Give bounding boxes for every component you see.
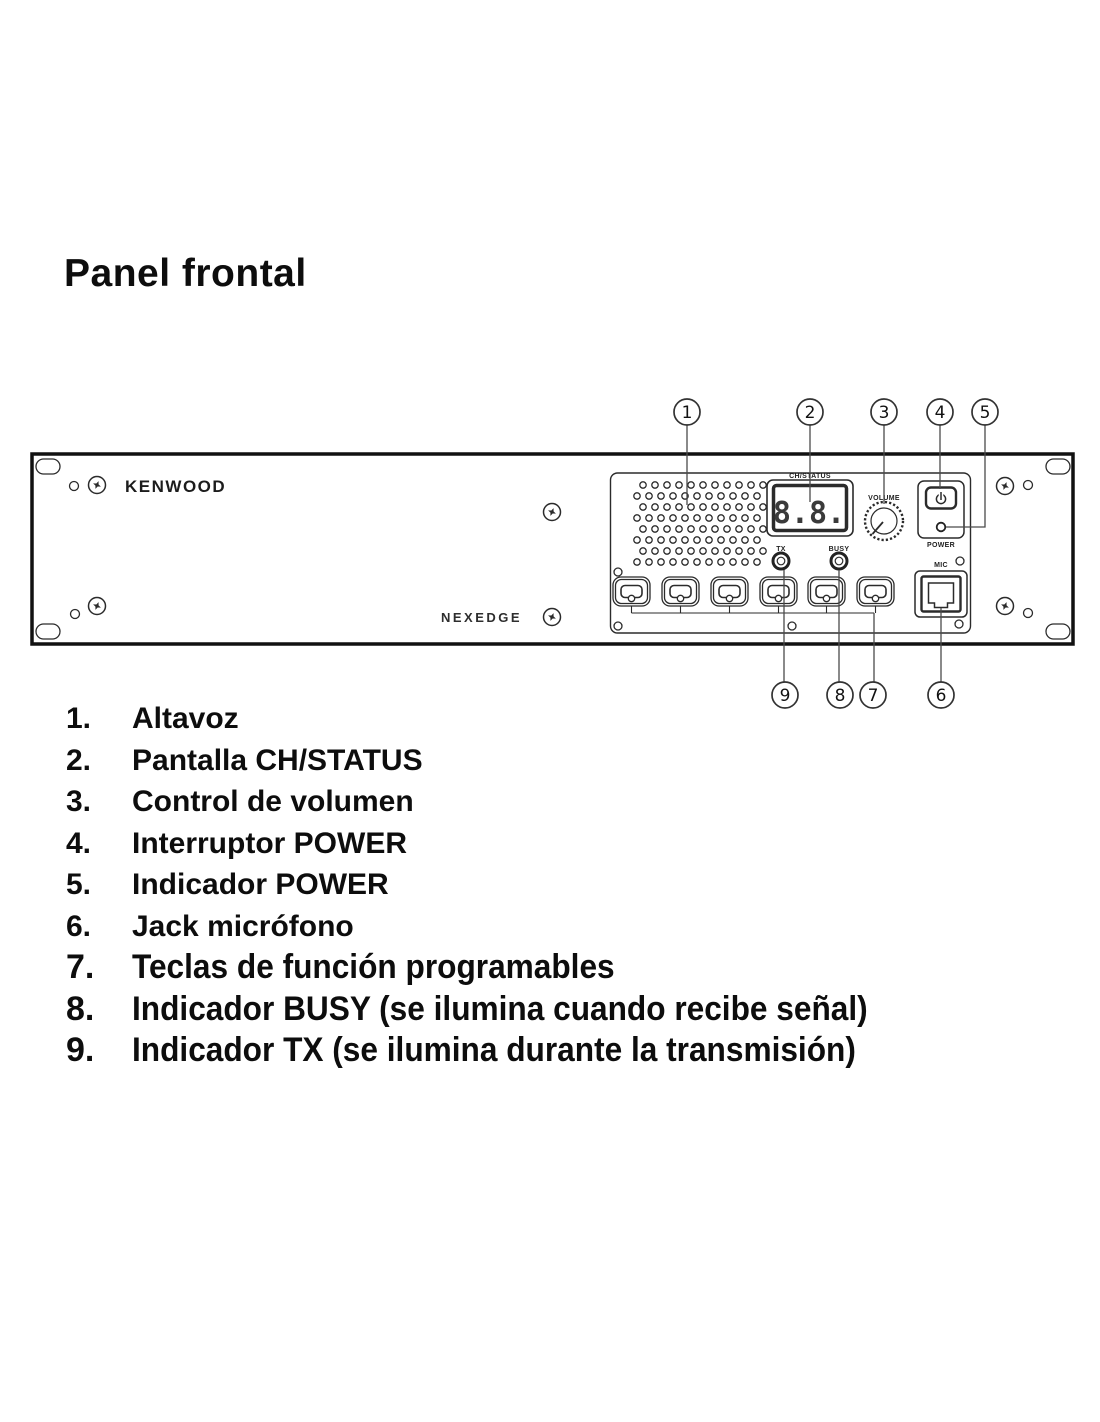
svg-text:4: 4 <box>934 403 946 423</box>
grille-hole <box>706 559 712 565</box>
grille-hole <box>736 482 742 488</box>
grille-hole <box>670 515 676 521</box>
grille-hole <box>664 548 670 554</box>
grille-hole <box>730 537 736 543</box>
grille-hole <box>646 493 652 499</box>
legend-item-8: 8. Indicador BUSY (se ilumina cuando recibe señal) <box>66 989 868 1028</box>
grille-hole <box>634 537 640 543</box>
grille-hole <box>670 537 676 543</box>
callout-3 <box>871 399 897 425</box>
power-label: POWER <box>927 542 955 549</box>
grille-hole <box>658 559 664 565</box>
grille-hole <box>682 537 688 543</box>
grille-hole <box>670 493 676 499</box>
svg-text:9: 9 <box>779 686 791 706</box>
grille-hole <box>646 515 652 521</box>
grille-hole <box>742 559 748 565</box>
grille-hole <box>700 548 706 554</box>
grille-hole <box>748 504 754 510</box>
grille-hole <box>640 482 646 488</box>
grille-hole <box>694 559 700 565</box>
screw <box>544 504 561 521</box>
svg-text:8: 8 <box>834 686 846 706</box>
mount-slot <box>36 624 60 639</box>
grille-hole <box>760 504 766 510</box>
panel-hole <box>614 622 622 630</box>
svg-text:2: 2 <box>804 403 816 423</box>
grille-hole <box>724 526 730 532</box>
grille-hole <box>676 526 682 532</box>
volume-label: VOLUME <box>868 495 900 502</box>
grille-hole <box>682 515 688 521</box>
grille-hole <box>700 482 706 488</box>
grille-hole <box>718 515 724 521</box>
mount-slot <box>1046 459 1070 474</box>
legend-item-2: 2. Pantalla CH/STATUS <box>66 743 423 777</box>
mount-slot <box>1046 624 1070 639</box>
grille-hole <box>640 548 646 554</box>
legend-item-3: 3. Control de volumen <box>66 785 414 818</box>
panel-hole <box>956 557 964 565</box>
callout-2 <box>797 399 823 425</box>
grille-hole <box>748 482 754 488</box>
grille-hole <box>634 493 640 499</box>
grille-hole <box>712 482 718 488</box>
grille-hole <box>640 504 646 510</box>
grille-hole <box>652 482 658 488</box>
legend-list <box>66 698 1076 1072</box>
callout-5 <box>972 399 998 425</box>
grille-hole <box>718 559 724 565</box>
grille-hole <box>664 526 670 532</box>
svg-text:1: 1 <box>681 403 693 423</box>
seven-segment-digits: 8.8. <box>772 496 846 531</box>
grille-hole <box>688 548 694 554</box>
page-title: Panel frontal <box>64 252 307 295</box>
grille-hole <box>694 515 700 521</box>
grille-hole <box>646 559 652 565</box>
callout-1 <box>674 399 700 425</box>
panel-hole <box>1024 481 1033 490</box>
grille-hole <box>754 493 760 499</box>
grille-hole <box>754 515 760 521</box>
grille-hole <box>676 504 682 510</box>
grille-hole <box>724 504 730 510</box>
svg-text:6: 6 <box>935 686 947 706</box>
grille-hole <box>658 537 664 543</box>
grille-hole <box>706 493 712 499</box>
panel-hole <box>955 620 963 628</box>
grille-hole <box>760 482 766 488</box>
screw <box>89 598 106 615</box>
grille-hole <box>688 526 694 532</box>
svg-text:TX: TX <box>776 546 786 553</box>
legend-item-9: 9. Indicador TX (se ilumina durante la transmisión) <box>66 1031 856 1069</box>
grille-hole <box>664 504 670 510</box>
mic-label: MIC <box>934 562 948 569</box>
panel-hole <box>71 610 80 619</box>
svg-text:7: 7 <box>867 686 879 706</box>
grille-hole <box>712 548 718 554</box>
callout-4 <box>927 399 953 425</box>
panel-hole <box>70 482 79 491</box>
grille-hole <box>652 526 658 532</box>
screw <box>997 478 1014 495</box>
legend-item-4: 4. Interruptor POWER <box>66 826 407 860</box>
power-led <box>937 523 946 532</box>
grille-hole <box>742 537 748 543</box>
grille-hole <box>730 559 736 565</box>
brand-logo: KENWOOD <box>125 477 227 496</box>
svg-text:3: 3 <box>878 403 890 423</box>
grille-hole <box>640 526 646 532</box>
panel-hole <box>614 568 622 576</box>
grille-hole <box>736 548 742 554</box>
grille-hole <box>718 537 724 543</box>
grille-hole <box>706 515 712 521</box>
grille-hole <box>718 493 724 499</box>
display-label: CH/STATUS <box>789 473 831 480</box>
grille-hole <box>634 559 640 565</box>
panel-hole <box>788 622 796 630</box>
grille-hole <box>724 548 730 554</box>
grille-hole <box>652 504 658 510</box>
grille-hole <box>712 526 718 532</box>
grille-hole <box>706 537 712 543</box>
grille-hole <box>742 493 748 499</box>
grille-hole <box>748 548 754 554</box>
grille-hole <box>658 493 664 499</box>
grille-hole <box>742 515 748 521</box>
model-logo: NEXEDGE <box>441 610 523 625</box>
grille-hole <box>694 493 700 499</box>
svg-text:BUSY: BUSY <box>828 546 850 553</box>
grille-hole <box>700 504 706 510</box>
grille-hole <box>634 515 640 521</box>
grille-hole <box>760 548 766 554</box>
grille-hole <box>760 526 766 532</box>
grille-hole <box>724 482 730 488</box>
grille-hole <box>676 482 682 488</box>
legend-item-6: 6. Jack micrófono <box>66 909 354 943</box>
grille-hole <box>712 504 718 510</box>
grille-hole <box>688 504 694 510</box>
screw <box>544 609 561 626</box>
grille-hole <box>694 537 700 543</box>
grille-hole <box>652 548 658 554</box>
grille-hole <box>754 537 760 543</box>
grille-hole <box>670 559 676 565</box>
grille-hole <box>700 526 706 532</box>
grille-hole <box>658 515 664 521</box>
panel-hole <box>1024 609 1033 618</box>
grille-hole <box>682 559 688 565</box>
grille-hole <box>646 537 652 543</box>
grille-hole <box>688 482 694 488</box>
screw <box>997 598 1014 615</box>
mount-slot <box>36 459 60 474</box>
grille-hole <box>736 504 742 510</box>
grille-hole <box>676 548 682 554</box>
busy-indicator <box>829 546 850 569</box>
grille-hole <box>664 482 670 488</box>
screw <box>89 477 106 494</box>
legend-item-1: 1. Altavoz <box>66 702 239 735</box>
legend-item-5: 5. Indicador POWER <box>66 868 389 901</box>
grille-hole <box>730 493 736 499</box>
grille-hole <box>748 526 754 532</box>
legend-item-7: 7. Teclas de función programables <box>66 948 615 986</box>
grille-hole <box>730 515 736 521</box>
grille-hole <box>754 559 760 565</box>
svg-text:5: 5 <box>979 403 991 423</box>
grille-hole <box>736 526 742 532</box>
